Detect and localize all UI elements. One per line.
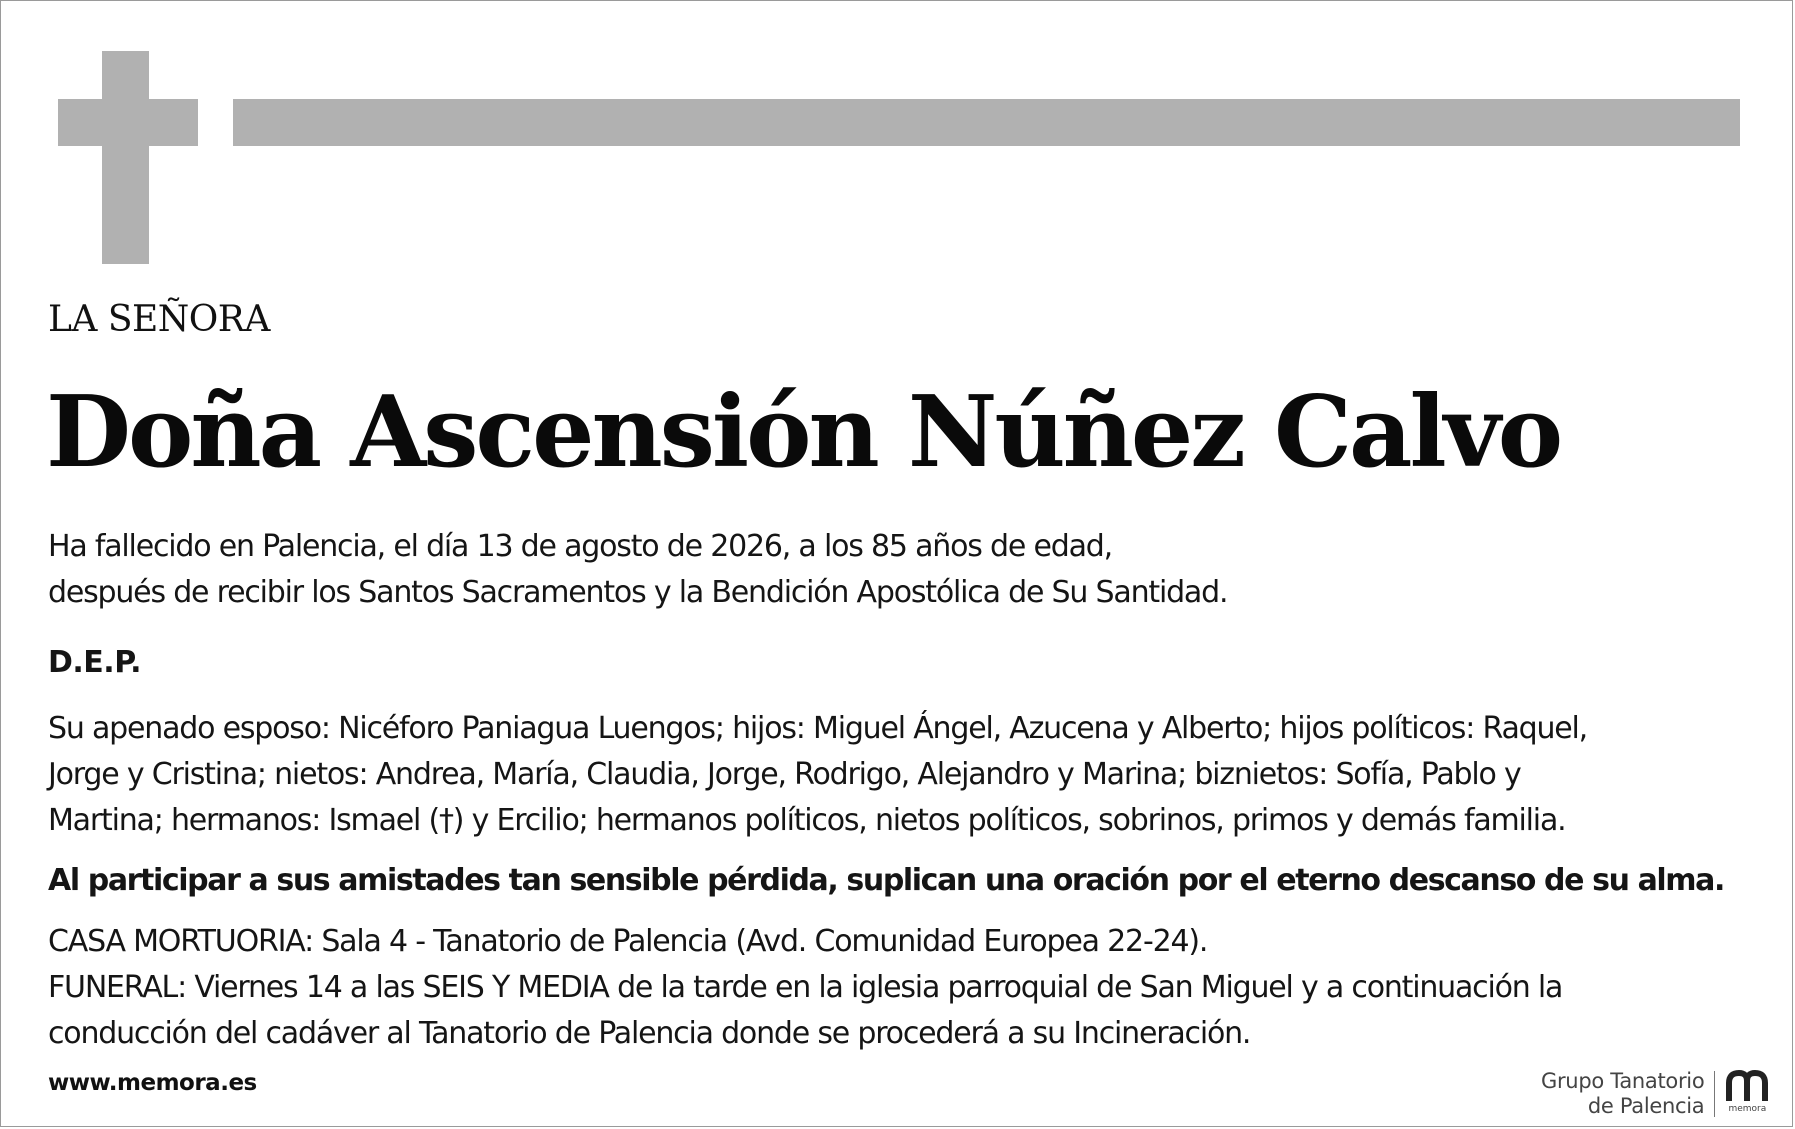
death-info-line: Ha fallecido en Palencia, el día 13 de agosto de 2026, a los 85 años de edad,: [48, 529, 1112, 564]
logo-divider: [1714, 1071, 1715, 1117]
honorific: LA SEÑORA: [48, 299, 270, 340]
service-line: conducción del cadáver al Tanatorio de Palencia donde se procederá a su Incineración.: [48, 1016, 1251, 1051]
rip-label: D.E.P.: [48, 645, 142, 680]
family-line: Jorge y Cristina; nietos: Andrea, María, Claudia, Jorge, Rodrigo, Alejandro y Marina; biznietos: Sofía, Pablo y: [48, 757, 1521, 792]
cross-vertical-bar: [102, 51, 149, 264]
group-name-line: Grupo Tanatorio: [1541, 1069, 1705, 1093]
deceased-name: Doña Ascensión Núñez Calvo: [46, 375, 1561, 490]
death-info-line: después de recibir los Santos Sacramentos y la Bendición Apostólica de Su Santidad.: [48, 575, 1228, 610]
header-bar: [233, 99, 1740, 146]
death-info: [48, 524, 1227, 616]
group-name-line: de Palencia: [1587, 1094, 1705, 1118]
memora-logo-icon: [1725, 1069, 1769, 1114]
family-line: Martina; hermanos: Ismael (†) y Ercilio; hermanos políticos, nietos políticos, sobrinos, primos y demás familia.: [48, 803, 1566, 838]
family-line: Su apenado esposo: Nicéforo Paniagua Luengos; hijos: Miguel Ángel, Azucena y Alberto; hijos políticos: Raquel,: [48, 711, 1588, 746]
prayer-request: Al participar a sus amistades tan sensible pérdida, suplican una oración por el eterno descanso de su alma.: [48, 863, 1725, 898]
logo-caption: memora: [1728, 1104, 1767, 1114]
service-line: FUNERAL: Viernes 14 a las SEIS Y MEDIA de la tarde en la iglesia parroquial de San Miguel y a continuación la: [48, 970, 1563, 1005]
footer-logo: [1541, 1069, 1769, 1119]
group-name: [1541, 1069, 1704, 1119]
memora-m-icon: [1725, 1069, 1769, 1103]
cross-horizontal-bar: [58, 99, 198, 146]
family-list: [48, 706, 1587, 844]
website-link[interactable]: www.memora.es: [48, 1070, 257, 1096]
service-details: [48, 919, 1562, 1057]
service-line: CASA MORTUORIA: Sala 4 - Tanatorio de Palencia (Avd. Comunidad Europea 22-24).: [48, 924, 1208, 959]
